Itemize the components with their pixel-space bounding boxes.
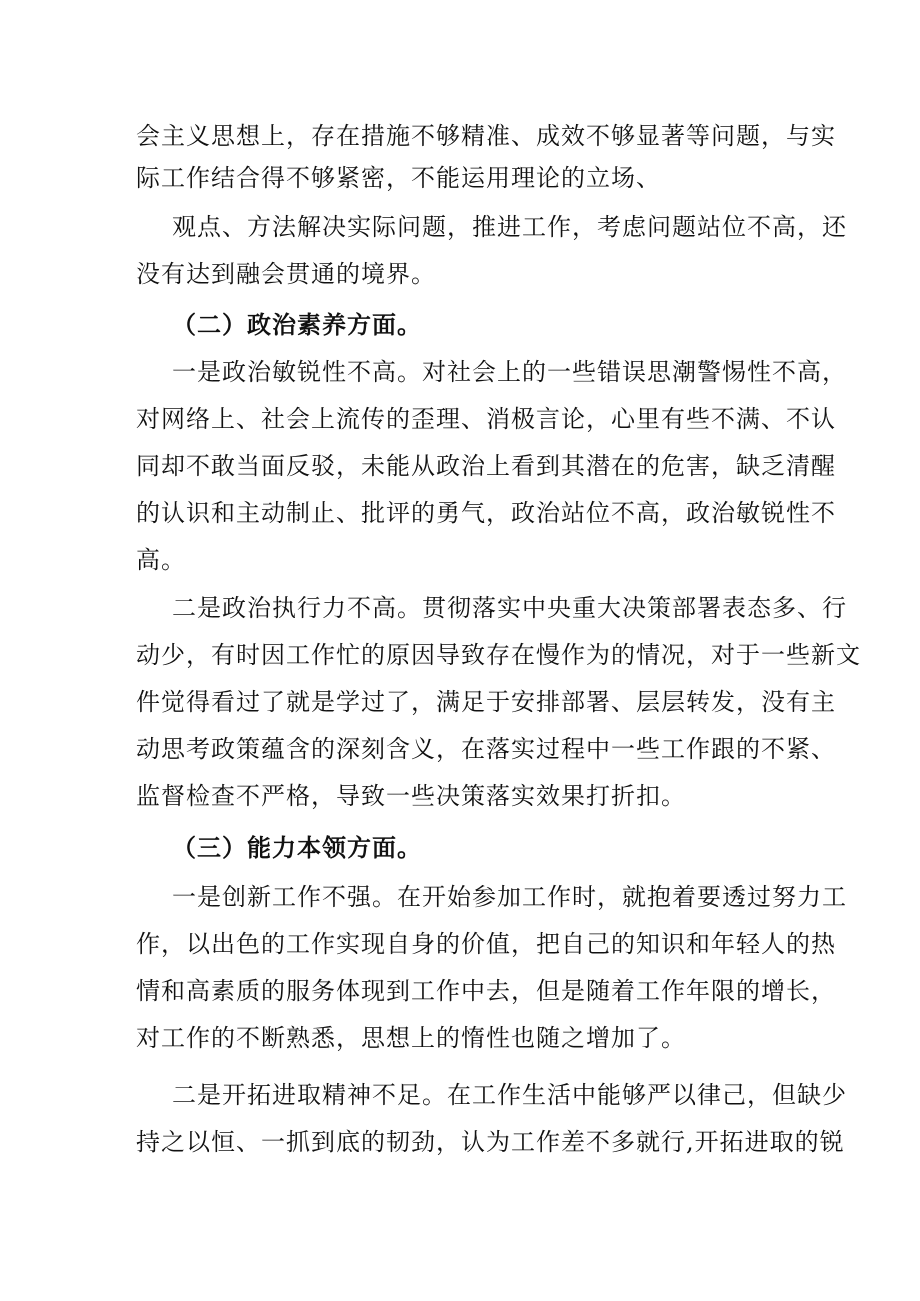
paragraph-line: 同却不敢当面反驳，未能从政治上看到其潜在的危害，缺乏清醒 xyxy=(136,452,836,480)
paragraph-line: 件觉得看过了就是学过了，满足于安排部署、层层转发，没有主 xyxy=(136,688,836,716)
paragraph-line: 际工作结合得不够紧密，不能运用理论的立场、 xyxy=(136,164,661,192)
paragraph-line: 动思考政策蕴含的深刻含义，在落实过程中一些工作跟的不紧、 xyxy=(136,735,836,763)
paragraph-line: 高。 xyxy=(136,546,186,574)
paragraph-line: 持之以恒、一抓到底的韧劲，认为工作差不多就行,开拓进取的锐 xyxy=(136,1128,845,1156)
paragraph-line: 对工作的不断熟悉，思想上的惰性也随之增加了。 xyxy=(136,1024,686,1052)
paragraph-line: 情和高素质的服务体现到工作中去，但是随着工作年限的增长， xyxy=(136,977,836,1005)
paragraph-line: 观点、方法解决实际问题，推进工作，考虑问题站位不高，还 xyxy=(172,213,847,241)
paragraph-line: 没有达到融会贯通的境界。 xyxy=(136,260,436,288)
paragraph-line: 的认识和主动制止、批评的勇气，政治站位不高，政治敏锐性不 xyxy=(136,499,836,527)
section-heading: （二）政治素养方面。 xyxy=(172,310,422,339)
paragraph-line: 作，以出色的工作实现自身的价值，把自己的知识和年轻人的热 xyxy=(136,930,836,958)
paragraph-line: 二是政治执行力不高。贯彻落实中央重大决策部署表态多、行 xyxy=(172,594,847,622)
paragraph-line: 动少，有时因工作忙的原因导致存在慢作为的情况，对于一些新文 xyxy=(136,641,861,669)
paragraph-line: 一是政治敏锐性不高。对社会上的一些错误思潮警惕性不高， xyxy=(172,358,847,386)
paragraph-line: 对网络上、社会上流传的歪理、消极言论，心里有些不满、不认 xyxy=(136,405,836,433)
paragraph-line: 监督检查不严格，导致一些决策落实效果打折扣。 xyxy=(136,782,686,810)
paragraph-line: 一是创新工作不强。在开始参加工作时，就抱着要透过努力工 xyxy=(172,883,847,911)
paragraph-line: 二是开拓进取精神不足。在工作生活中能够严以律己，但缺少 xyxy=(172,1081,847,1109)
section-heading: （三）能力本领方面。 xyxy=(172,833,422,862)
paragraph-line: 会主义思想上，存在措施不够精准、成效不够显著等问题，与实 xyxy=(136,122,836,150)
